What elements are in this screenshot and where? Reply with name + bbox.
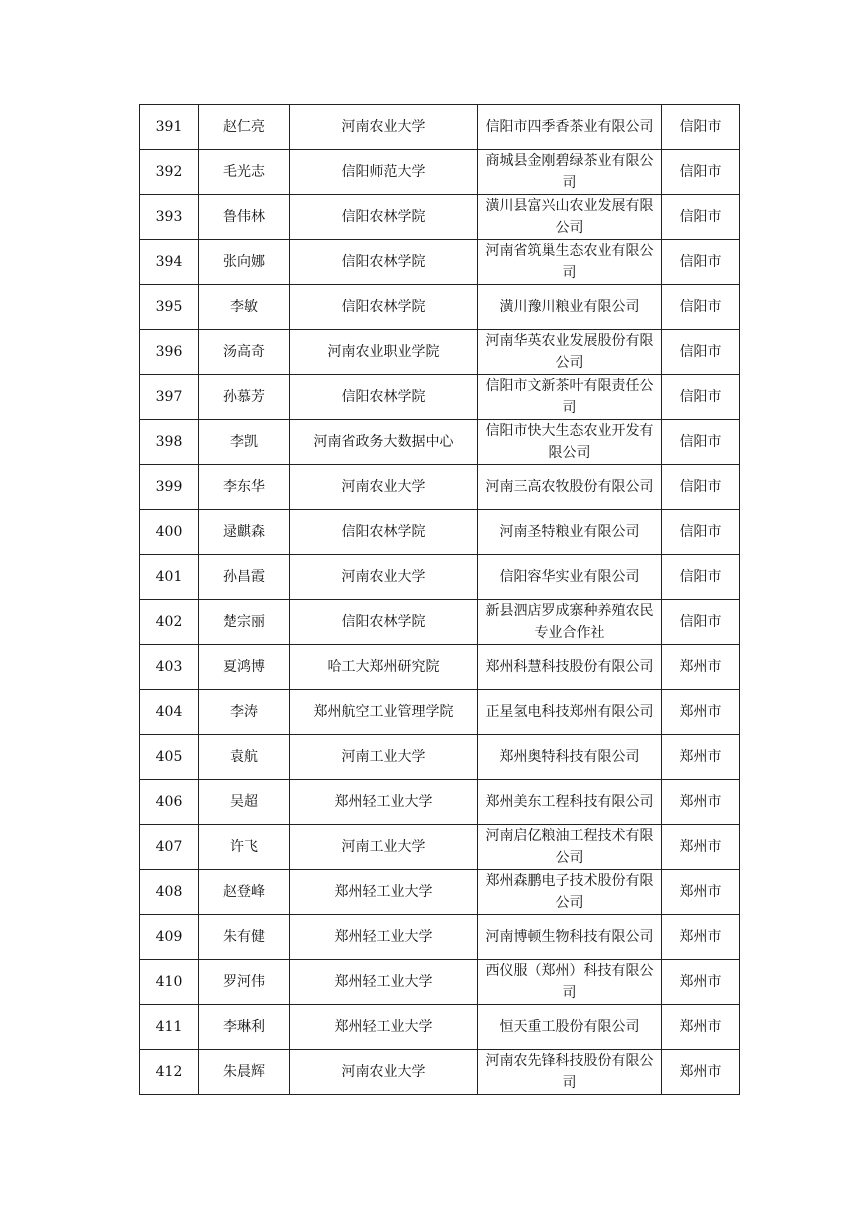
serial-number-cell: 391 bbox=[140, 105, 199, 150]
serial-number-cell: 408 bbox=[140, 870, 199, 915]
institution-cell: 信阳农林学院 bbox=[290, 240, 478, 285]
city-cell: 信阳市 bbox=[662, 150, 740, 195]
table-row bbox=[140, 690, 740, 735]
company-cell: 郑州奥特科技有限公司 bbox=[478, 735, 662, 780]
serial-number-cell: 402 bbox=[140, 600, 199, 645]
table-row bbox=[140, 375, 740, 420]
city-cell: 信阳市 bbox=[662, 600, 740, 645]
company-cell: 信阳市快大生态农业开发有限公司 bbox=[478, 420, 662, 465]
city-cell: 郑州市 bbox=[662, 1005, 740, 1050]
city-cell: 郑州市 bbox=[662, 870, 740, 915]
city-cell: 郑州市 bbox=[662, 1050, 740, 1095]
roster-table bbox=[139, 104, 740, 1095]
city-cell: 郑州市 bbox=[662, 780, 740, 825]
serial-number-cell: 407 bbox=[140, 825, 199, 870]
company-cell: 信阳市文新茶叶有限责任公司 bbox=[478, 375, 662, 420]
city-cell: 信阳市 bbox=[662, 330, 740, 375]
serial-number-cell: 393 bbox=[140, 195, 199, 240]
institution-cell: 河南农业大学 bbox=[290, 105, 478, 150]
person-name-cell: 李涛 bbox=[199, 690, 290, 735]
person-name-cell: 孙慕芳 bbox=[199, 375, 290, 420]
institution-cell: 河南工业大学 bbox=[290, 825, 478, 870]
table-row bbox=[140, 510, 740, 555]
table-row bbox=[140, 150, 740, 195]
table-row bbox=[140, 330, 740, 375]
company-cell: 郑州科慧科技股份有限公司 bbox=[478, 645, 662, 690]
institution-cell: 郑州轻工业大学 bbox=[290, 780, 478, 825]
serial-number-cell: 404 bbox=[140, 690, 199, 735]
institution-cell: 信阳农林学院 bbox=[290, 285, 478, 330]
person-name-cell: 袁航 bbox=[199, 735, 290, 780]
company-cell: 河南华英农业发展股份有限公司 bbox=[478, 330, 662, 375]
institution-cell: 信阳师范大学 bbox=[290, 150, 478, 195]
company-cell: 商城县金刚碧绿茶业有限公司 bbox=[478, 150, 662, 195]
person-name-cell: 毛光志 bbox=[199, 150, 290, 195]
table-row bbox=[140, 600, 740, 645]
institution-cell: 河南省政务大数据中心 bbox=[290, 420, 478, 465]
company-cell: 潢川豫川粮业有限公司 bbox=[478, 285, 662, 330]
city-cell: 信阳市 bbox=[662, 420, 740, 465]
institution-cell: 河南农业职业学院 bbox=[290, 330, 478, 375]
person-name-cell: 鲁伟林 bbox=[199, 195, 290, 240]
person-name-cell: 李凯 bbox=[199, 420, 290, 465]
company-cell: 恒天重工股份有限公司 bbox=[478, 1005, 662, 1050]
city-cell: 郑州市 bbox=[662, 960, 740, 1005]
city-cell: 信阳市 bbox=[662, 465, 740, 510]
company-cell: 河南博顿生物科技有限公司 bbox=[478, 915, 662, 960]
person-name-cell: 张向娜 bbox=[199, 240, 290, 285]
serial-number-cell: 405 bbox=[140, 735, 199, 780]
institution-cell: 哈工大郑州研究院 bbox=[290, 645, 478, 690]
person-name-cell: 罗河伟 bbox=[199, 960, 290, 1005]
serial-number-cell: 395 bbox=[140, 285, 199, 330]
table-row bbox=[140, 1005, 740, 1050]
city-cell: 郑州市 bbox=[662, 645, 740, 690]
company-cell: 河南三高农牧股份有限公司 bbox=[478, 465, 662, 510]
serial-number-cell: 400 bbox=[140, 510, 199, 555]
serial-number-cell: 406 bbox=[140, 780, 199, 825]
institution-cell: 信阳农林学院 bbox=[290, 375, 478, 420]
person-name-cell: 李东华 bbox=[199, 465, 290, 510]
serial-number-cell: 392 bbox=[140, 150, 199, 195]
table-row bbox=[140, 285, 740, 330]
city-cell: 信阳市 bbox=[662, 285, 740, 330]
person-name-cell: 李琳利 bbox=[199, 1005, 290, 1050]
person-name-cell: 许飞 bbox=[199, 825, 290, 870]
company-cell: 潢川县富兴山农业发展有限公司 bbox=[478, 195, 662, 240]
institution-cell: 河南农业大学 bbox=[290, 1050, 478, 1095]
company-cell: 西仪服（郑州）科技有限公司 bbox=[478, 960, 662, 1005]
city-cell: 郑州市 bbox=[662, 735, 740, 780]
table-row bbox=[140, 915, 740, 960]
person-name-cell: 李敏 bbox=[199, 285, 290, 330]
city-cell: 信阳市 bbox=[662, 510, 740, 555]
company-cell: 新县泗店罗成寨种养殖农民专业合作社 bbox=[478, 600, 662, 645]
serial-number-cell: 396 bbox=[140, 330, 199, 375]
table-row bbox=[140, 825, 740, 870]
serial-number-cell: 401 bbox=[140, 555, 199, 600]
city-cell: 信阳市 bbox=[662, 375, 740, 420]
table-row bbox=[140, 240, 740, 285]
institution-cell: 郑州轻工业大学 bbox=[290, 870, 478, 915]
person-name-cell: 赵仁亮 bbox=[199, 105, 290, 150]
table-row bbox=[140, 195, 740, 240]
table-row bbox=[140, 420, 740, 465]
institution-cell: 河南农业大学 bbox=[290, 555, 478, 600]
institution-cell: 郑州轻工业大学 bbox=[290, 960, 478, 1005]
person-name-cell: 楚宗丽 bbox=[199, 600, 290, 645]
table-row bbox=[140, 870, 740, 915]
table-row bbox=[140, 780, 740, 825]
roster-table-body bbox=[140, 105, 740, 1095]
person-name-cell: 吴超 bbox=[199, 780, 290, 825]
person-name-cell: 逯麒森 bbox=[199, 510, 290, 555]
company-cell: 郑州森鹏电子技术股份有限公司 bbox=[478, 870, 662, 915]
table-row bbox=[140, 735, 740, 780]
institution-cell: 河南工业大学 bbox=[290, 735, 478, 780]
institution-cell: 信阳农林学院 bbox=[290, 600, 478, 645]
company-cell: 河南圣特粮业有限公司 bbox=[478, 510, 662, 555]
city-cell: 郑州市 bbox=[662, 690, 740, 735]
person-name-cell: 赵登峰 bbox=[199, 870, 290, 915]
company-cell: 郑州美东工程科技有限公司 bbox=[478, 780, 662, 825]
institution-cell: 郑州轻工业大学 bbox=[290, 1005, 478, 1050]
institution-cell: 郑州轻工业大学 bbox=[290, 915, 478, 960]
institution-cell: 信阳农林学院 bbox=[290, 195, 478, 240]
company-cell: 河南省筑巢生态农业有限公司 bbox=[478, 240, 662, 285]
table-row bbox=[140, 555, 740, 600]
person-name-cell: 夏鸿博 bbox=[199, 645, 290, 690]
serial-number-cell: 409 bbox=[140, 915, 199, 960]
city-cell: 信阳市 bbox=[662, 555, 740, 600]
serial-number-cell: 403 bbox=[140, 645, 199, 690]
person-name-cell: 汤高奇 bbox=[199, 330, 290, 375]
serial-number-cell: 394 bbox=[140, 240, 199, 285]
serial-number-cell: 399 bbox=[140, 465, 199, 510]
person-name-cell: 朱有健 bbox=[199, 915, 290, 960]
company-cell: 信阳市四季香茶业有限公司 bbox=[478, 105, 662, 150]
person-name-cell: 孙昌霞 bbox=[199, 555, 290, 600]
company-cell: 河南农先锋科技股份有限公司 bbox=[478, 1050, 662, 1095]
institution-cell: 郑州航空工业管理学院 bbox=[290, 690, 478, 735]
table-row bbox=[140, 1050, 740, 1095]
city-cell: 郑州市 bbox=[662, 915, 740, 960]
person-name-cell: 朱晨辉 bbox=[199, 1050, 290, 1095]
serial-number-cell: 397 bbox=[140, 375, 199, 420]
table-row bbox=[140, 960, 740, 1005]
table-row bbox=[140, 465, 740, 510]
company-cell: 河南启亿粮油工程技术有限公司 bbox=[478, 825, 662, 870]
company-cell: 信阳容华实业有限公司 bbox=[478, 555, 662, 600]
city-cell: 信阳市 bbox=[662, 240, 740, 285]
serial-number-cell: 411 bbox=[140, 1005, 199, 1050]
city-cell: 信阳市 bbox=[662, 105, 740, 150]
table-row bbox=[140, 645, 740, 690]
company-cell: 正星氢电科技郑州有限公司 bbox=[478, 690, 662, 735]
institution-cell: 河南农业大学 bbox=[290, 465, 478, 510]
serial-number-cell: 412 bbox=[140, 1050, 199, 1095]
serial-number-cell: 398 bbox=[140, 420, 199, 465]
institution-cell: 信阳农林学院 bbox=[290, 510, 478, 555]
city-cell: 郑州市 bbox=[662, 825, 740, 870]
table-row bbox=[140, 105, 740, 150]
serial-number-cell: 410 bbox=[140, 960, 199, 1005]
city-cell: 信阳市 bbox=[662, 195, 740, 240]
